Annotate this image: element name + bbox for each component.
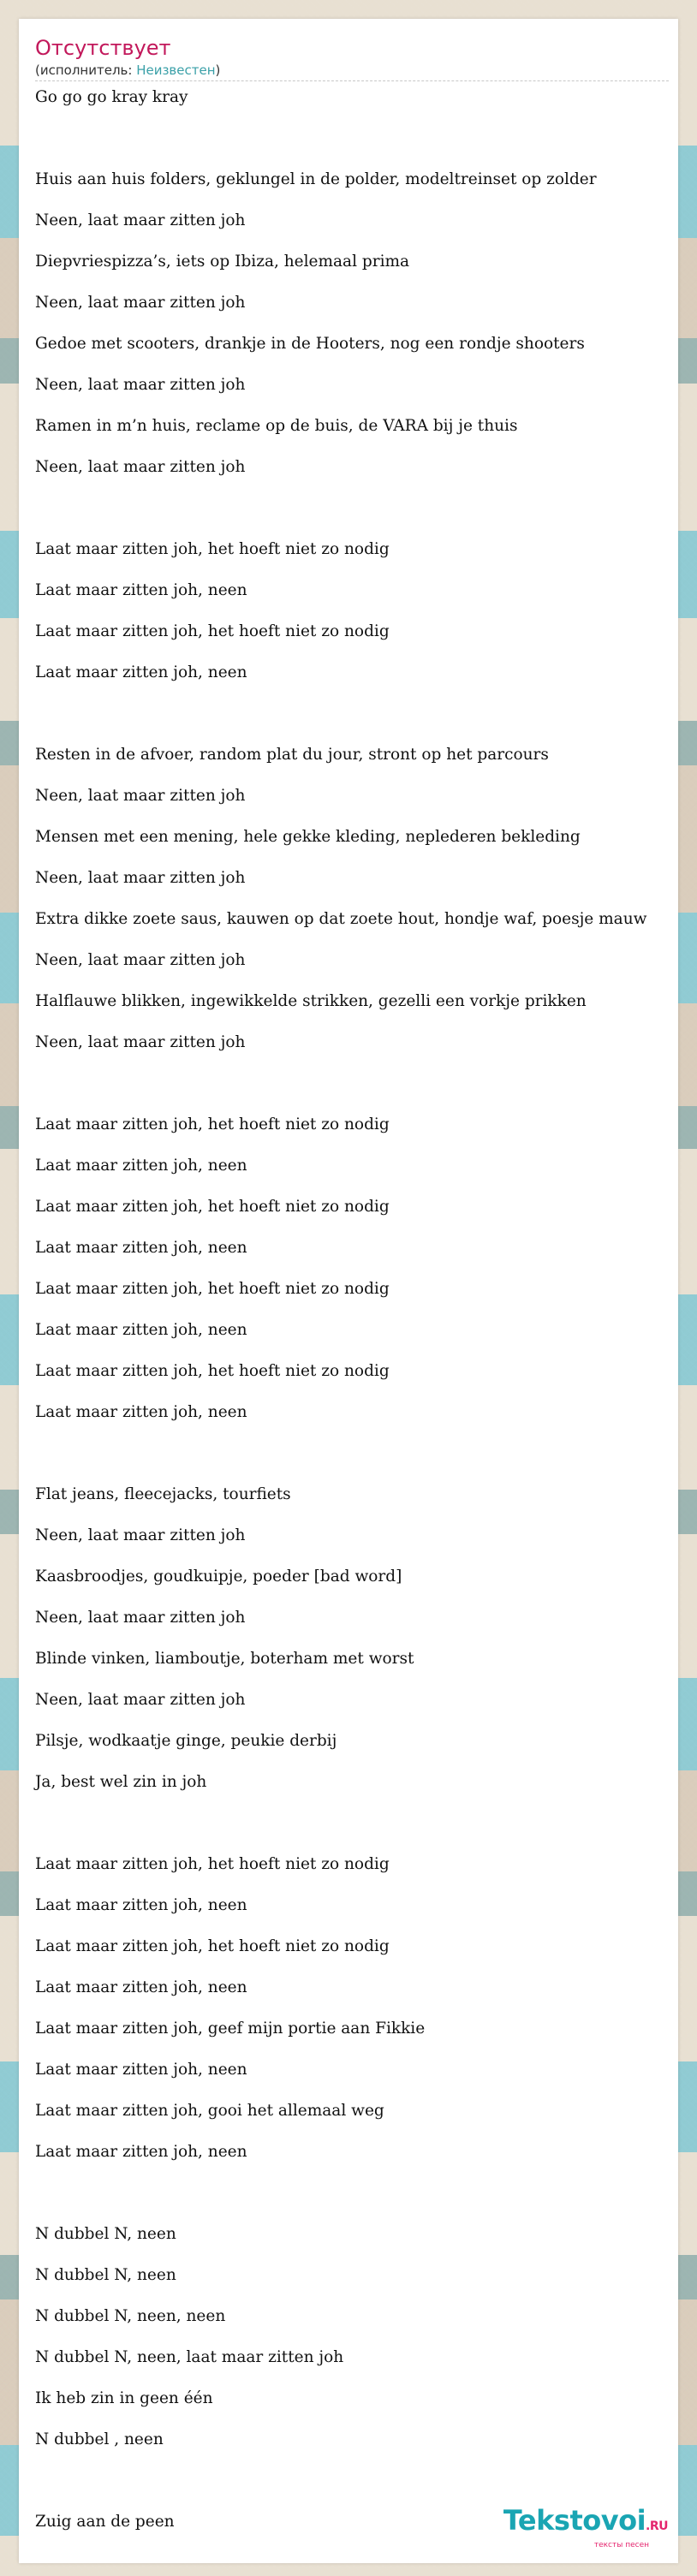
lyrics-line: Go go go kray kray — [35, 88, 188, 106]
lyrics-line: Laat maar zitten joh, neen — [35, 1896, 247, 1914]
lyrics-line: Laat maar zitten joh, neen — [35, 581, 247, 599]
lyrics-line: Blinde vinken, liamboutje, boterham met worst — [35, 1650, 414, 1668]
lyrics-blank-line — [35, 1813, 678, 1854]
logo-name: Tekstovoi — [503, 2504, 646, 2537]
lyrics-line: Laat maar zitten joh, neen — [35, 2143, 247, 2161]
performer-prefix: (исполнитель: — [35, 62, 137, 78]
lyrics-line: Neen, laat maar zitten joh — [35, 458, 246, 476]
lyrics-line: Laat maar zitten joh, neen — [35, 663, 247, 681]
lyrics-line: Laat maar zitten joh, neen — [35, 1978, 247, 1996]
lyrics-line: Neen, laat maar zitten joh — [35, 1691, 246, 1709]
lyrics-line: Laat maar zitten joh, geef mijn portie aan Fikkie — [35, 2020, 426, 2038]
lyrics-line: Neen, laat maar zitten joh — [35, 951, 246, 969]
lyrics-text — [35, 87, 678, 2553]
site-logo[interactable] — [503, 2506, 668, 2549]
lyrics-line: Laat maar zitten joh, het hoeft niet zo nodig — [35, 1280, 390, 1298]
logo-tld: .RU — [646, 2519, 668, 2533]
lyrics-line: Laat maar zitten joh, neen — [35, 1157, 247, 1175]
lyrics-line: Laat maar zitten joh, het hoeft niet zo nodig — [35, 1115, 390, 1133]
lyrics-line: Laat maar zitten joh, het hoeft niet zo nodig — [35, 622, 390, 640]
performer-line — [35, 62, 669, 79]
lyrics-blank-line — [35, 704, 678, 745]
lyrics-line: Neen, laat maar zitten joh — [35, 294, 246, 312]
lyrics-line: Laat maar zitten joh, neen — [35, 2061, 247, 2079]
lyrics-line: Laat maar zitten joh, het hoeft niet zo nodig — [35, 1855, 390, 1873]
lyrics-line: Neen, laat maar zitten joh — [35, 376, 246, 394]
lyrics-line: N dubbel N, neen — [35, 2225, 176, 2243]
lyrics-line: Zuig aan de peen — [35, 2513, 175, 2531]
lyrics-line: Laat maar zitten joh, gooi het allemaal weg — [35, 2102, 384, 2120]
lyrics-line: N dubbel N, neen, laat maar zitten joh — [35, 2348, 344, 2366]
logo-tagline: тексты песен — [593, 2541, 649, 2549]
lyrics-line: Neen, laat maar zitten joh — [35, 869, 246, 887]
performer-link[interactable]: Неизвестен — [136, 62, 216, 78]
lyrics-line: N dubbel , neen — [35, 2430, 164, 2448]
lyrics-line: Ik heb zin in geen één — [35, 2389, 213, 2407]
lyrics-line: Neen, laat maar zitten joh — [35, 1033, 246, 1051]
lyrics-line: Ramen in m’n huis, reclame op de buis, de VARA bij je thuis — [35, 417, 518, 435]
lyrics-line: Laat maar zitten joh, neen — [35, 1403, 247, 1421]
lyrics-line: Laat maar zitten joh, neen — [35, 1321, 247, 1339]
lyrics-line: Flat jeans, fleecejacks, tourfiets — [35, 1485, 291, 1503]
lyrics-line: Kaasbroodjes, goudkuipje, poeder [bad word] — [35, 1568, 402, 1585]
lyrics-blank-line — [35, 1074, 678, 1115]
lyrics-line: Neen, laat maar zitten joh — [35, 1526, 246, 1544]
lyrics-line: Laat maar zitten joh, neen — [35, 1239, 247, 1257]
lyrics-blank-line — [35, 2183, 678, 2224]
lyrics-card — [19, 19, 678, 2563]
lyrics-blank-line — [35, 1443, 678, 1484]
lyrics-blank-line — [35, 128, 678, 170]
song-header — [35, 34, 669, 81]
lyrics-line: Neen, laat maar zitten joh — [35, 787, 246, 805]
lyrics-line: Pilsje, wodkaatje ginge, peukie derbij — [35, 1732, 337, 1750]
lyrics-line: Neen, laat maar zitten joh — [35, 211, 246, 229]
lyrics-blank-line — [35, 498, 678, 539]
performer-suffix: ) — [215, 62, 221, 78]
lyrics-line: Mensen met een mening, hele gekke kleding, neplederen bekleding — [35, 828, 581, 846]
lyrics-line: Extra dikke zoete saus, kauwen op dat zoete hout, hondje waf, poesje mauw — [35, 910, 647, 928]
lyrics-line: Laat maar zitten joh, het hoeft niet zo nodig — [35, 1198, 390, 1216]
lyrics-line: Laat maar zitten joh, het hoeft niet zo nodig — [35, 1937, 390, 1955]
lyrics-line: Resten in de afvoer, random plat du jour, stront op het parcours — [35, 746, 549, 764]
lyrics-line: Laat maar zitten joh, het hoeft niet zo nodig — [35, 540, 390, 558]
lyrics-line: Diepvriespizza’s, iets op Ibiza, helemaal prima — [35, 253, 410, 271]
lyrics-line: Laat maar zitten joh, het hoeft niet zo nodig — [35, 1362, 390, 1380]
song-title: Отсутствует — [35, 36, 171, 60]
lyrics-line: N dubbel N, neen — [35, 2266, 176, 2284]
lyrics-line: Huis aan huis folders, geklungel in de polder, modeltreinset op zolder — [35, 170, 597, 188]
lyrics-line: N dubbel N, neen, neen — [35, 2307, 226, 2325]
lyrics-line: Ja, best wel zin in joh — [35, 1773, 207, 1791]
lyrics-line: Neen, laat maar zitten joh — [35, 1609, 246, 1627]
lyrics-line: Halflauwe blikken, ingewikkelde strikken, gezelli een vorkje prikken — [35, 992, 587, 1010]
lyrics-line: Gedoe met scooters, drankje in de Hooters, nog een rondje shooters — [35, 335, 585, 353]
